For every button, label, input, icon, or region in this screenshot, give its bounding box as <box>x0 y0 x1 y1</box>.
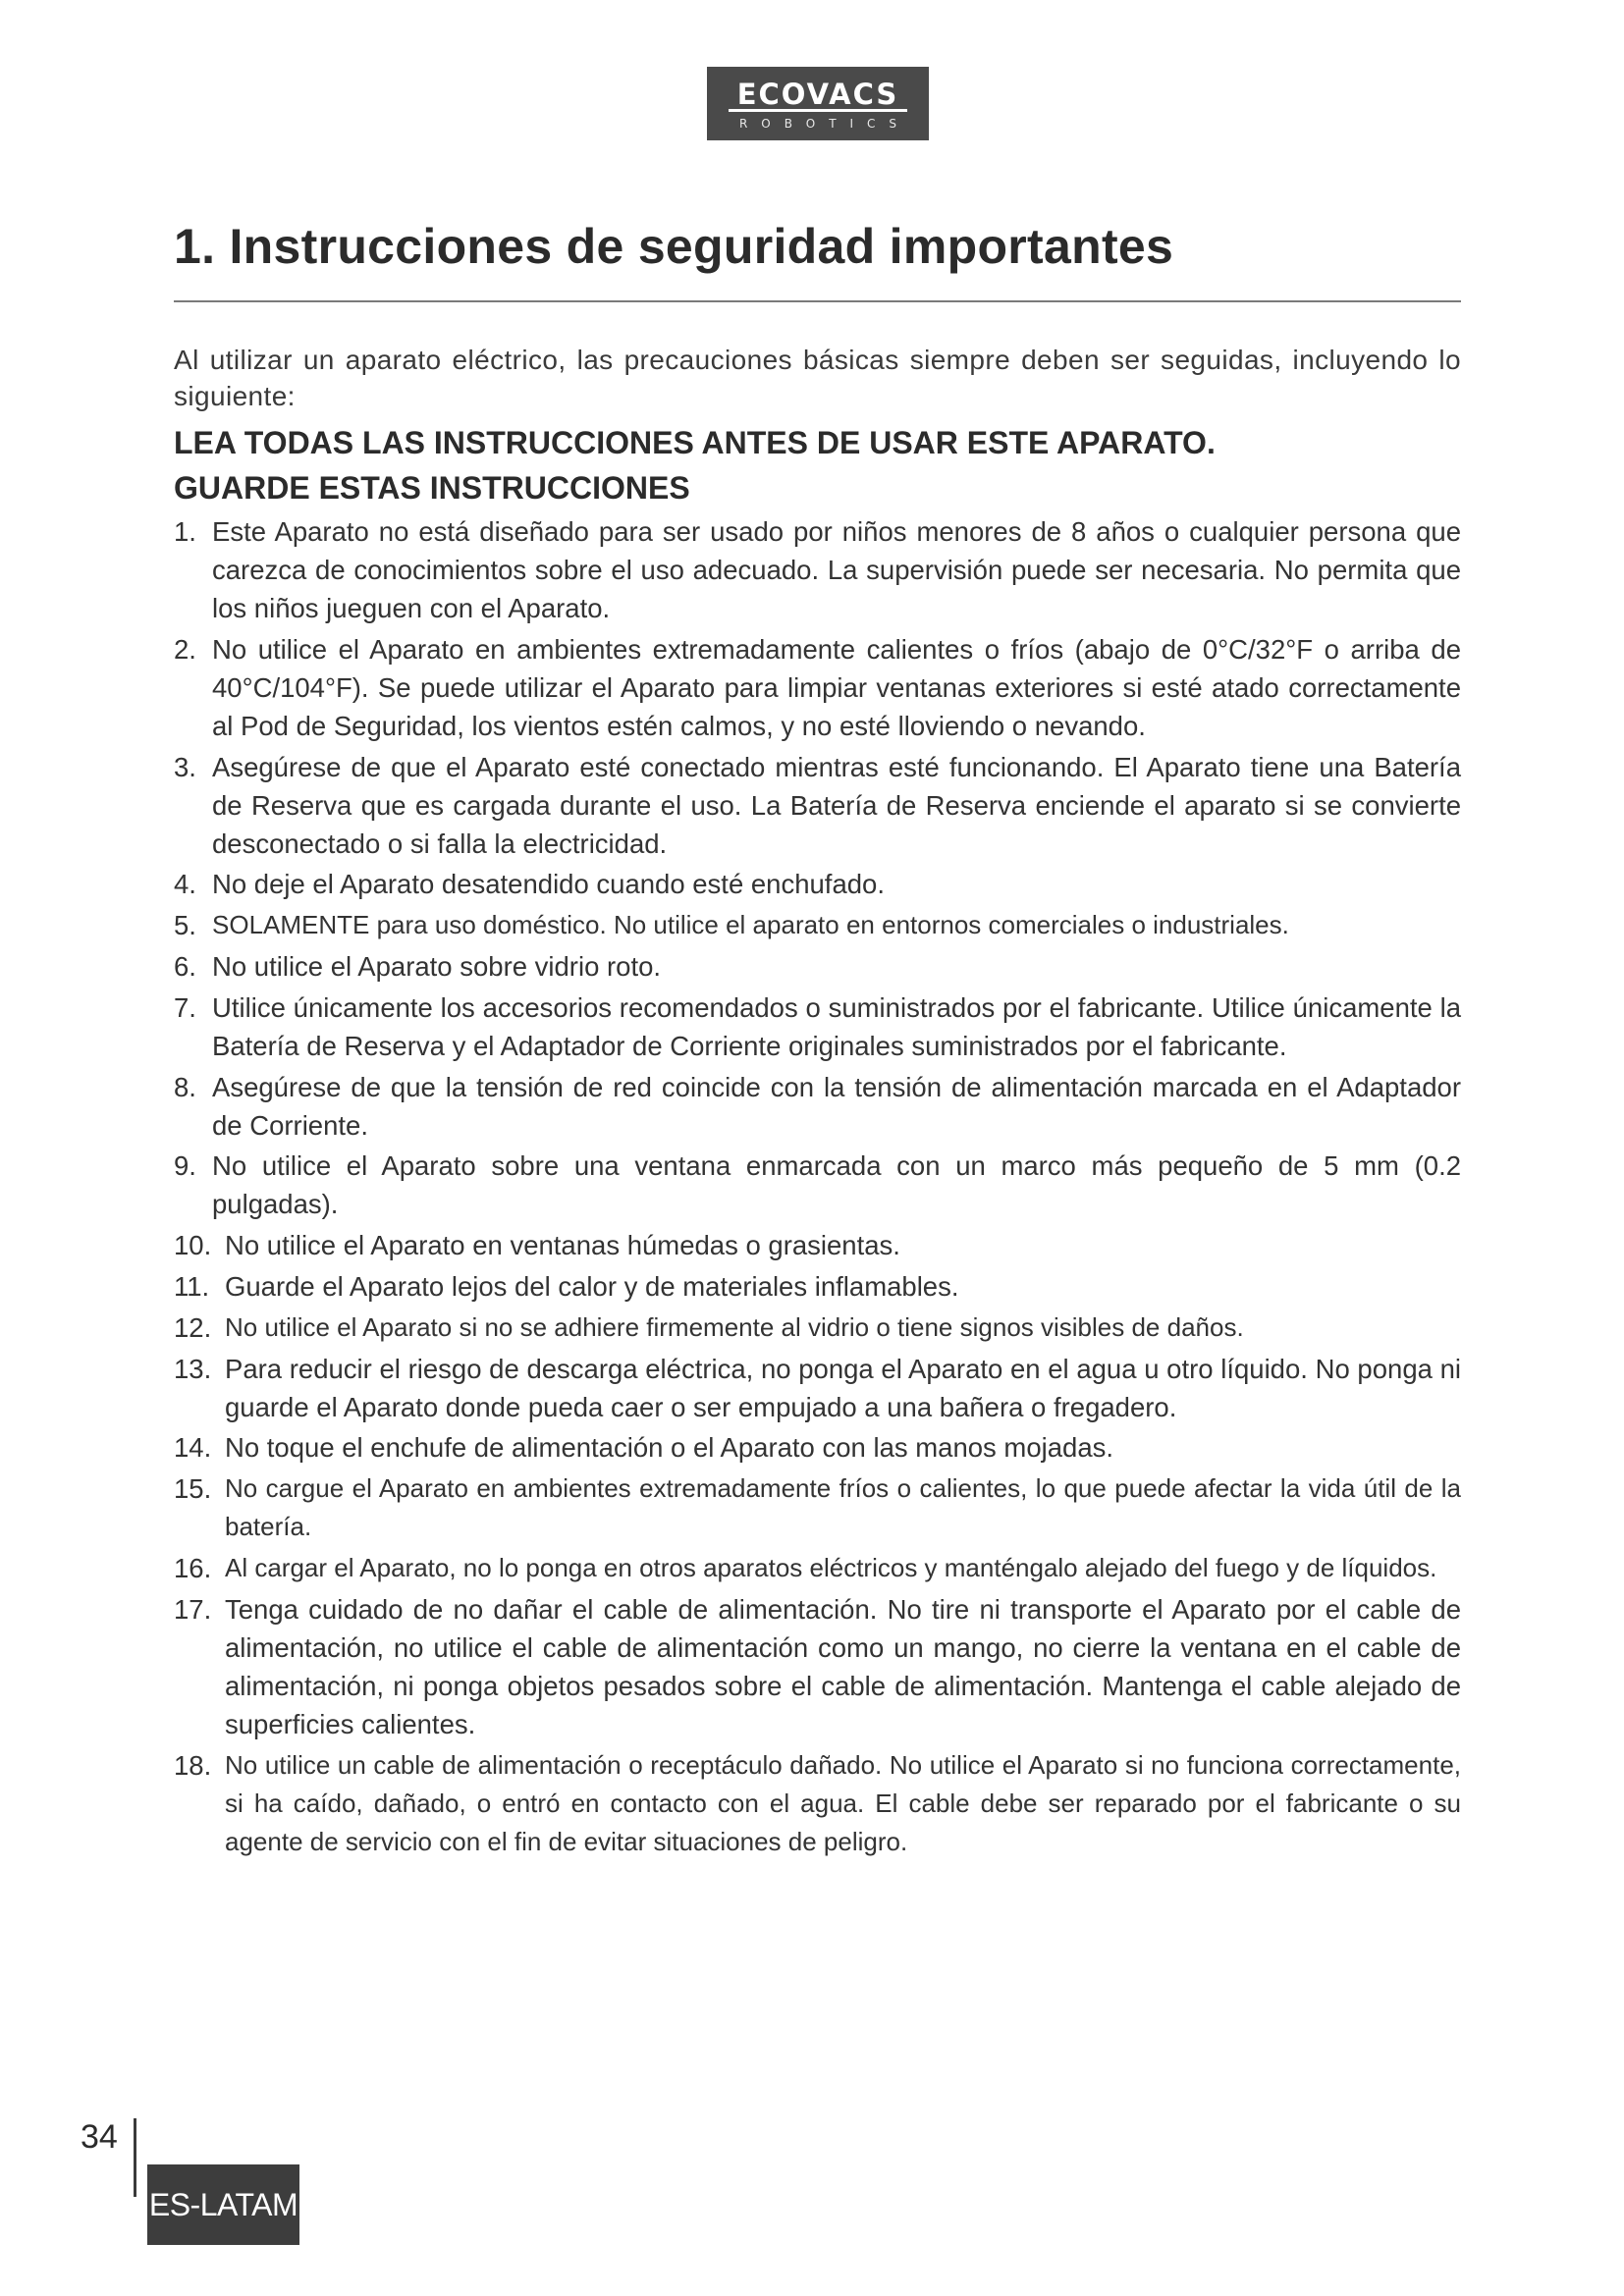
safety-content <box>174 342 1461 1863</box>
item-number: 6. <box>174 950 196 982</box>
list-item <box>174 1226 1461 1264</box>
item-text: No utilice el Aparato si no se adhiere firmemente al vidrio o tiene signos visibles de daños. <box>225 1311 1244 1342</box>
item-number: 17. <box>174 1593 212 1625</box>
item-text: No utilice el Aparato sobre vidrio roto. <box>212 950 662 982</box>
list-item <box>174 1147 1461 1223</box>
item-text: SOLAMENTE para uso doméstico. No utilice el aparato en entornos comerciales o industriales. <box>212 910 1289 940</box>
item-number: 16. <box>174 1552 212 1583</box>
list-item <box>174 865 1461 903</box>
item-number: 11. <box>174 1270 210 1302</box>
item-text: No toque el enchufe de alimentación o el Aparato con las manos mojadas. <box>225 1432 1114 1464</box>
item-text: No utilice el Aparato en ambientes extremadamente calientes o fríos (abajo de 0°C/32°F o arriba de 40°C/104°F). Se puede utilizar el Aparato para limpiar ventanas exteriores si esté atado correctamente al Pod de Seguridad, los vientos estén calmos, y no esté lloviendo o nevando. <box>212 633 1461 741</box>
list-item <box>174 630 1461 745</box>
list-item <box>174 1549 1461 1587</box>
logo-subtext: ROBOTICS <box>738 117 911 131</box>
list-item <box>174 947 1461 986</box>
section-title: 1. Instrucciones de seguridad importantes <box>174 219 1174 274</box>
item-number: 13. <box>174 1353 212 1384</box>
item-text: Al cargar el Aparato, no lo ponga en otros aparatos eléctricos y manténgalo alejado del fuego y de líquidos. <box>225 1552 1437 1582</box>
item-text: No utilice un cable de alimentación o receptáculo dañado. No utilice el Aparato si no funciona correctamente, si ha caído, dañado, o entró en contacto con el agua. El cable debe ser reparado por el fabricante o su agente de servicio con el fin de evitar situaciones de peligro. <box>225 1749 1461 1856</box>
item-text: No deje el Aparato desatendido cuando esté enchufado. <box>212 869 885 900</box>
item-number: 18. <box>174 1749 212 1781</box>
item-number: 9. <box>174 1150 196 1182</box>
item-number: 12. <box>174 1311 212 1343</box>
page-number: 34 <box>81 2118 118 2156</box>
title-divider <box>174 300 1461 302</box>
item-number: 8. <box>174 1071 196 1102</box>
item-text: Asegúrese de que la tensión de red coincide con la tensión de alimentación marcada en el Adaptador de Corriente. <box>212 1071 1461 1141</box>
save-instructions-heading: GUARDE ESTAS INSTRUCCIONES <box>174 470 690 506</box>
item-number: 10. <box>174 1230 212 1261</box>
list-item <box>174 1590 1461 1743</box>
item-text: Este Aparato no está diseñado para ser usado por niños menores de 8 años o cualquier persona que carezca de conocimientos sobre el uso adecuado. La supervisión puede ser necesaria. No permita que los niños jueguen con el Aparato. <box>212 516 1461 623</box>
item-text: No utilice el Aparato en ventanas húmedas o grasientas. <box>225 1230 900 1261</box>
list-item <box>174 1350 1461 1426</box>
list-item <box>174 1068 1461 1145</box>
item-number: 7. <box>174 991 196 1023</box>
item-text: Guarde el Aparato lejos del calor y de materiales inflamables. <box>225 1270 959 1302</box>
safety-list <box>174 512 1461 1861</box>
list-item <box>174 1746 1461 1861</box>
item-text: Para reducir el riesgo de descarga eléctrica, no ponga el Aparato en el agua u otro líquido. No ponga ni guarde el Aparato donde pueda caer o ser empujado a una bañera o fregadero. <box>225 1353 1461 1422</box>
item-number: 14. <box>174 1432 212 1464</box>
item-text: Utilice únicamente los accesorios recomendados o suministrados por el fabricante. Utilice únicamente la Batería de Reserva y el Adaptador de Corriente originales suministrados por el fabricante. <box>212 991 1461 1061</box>
item-number: 3. <box>174 751 196 782</box>
list-item <box>174 748 1461 863</box>
list-item <box>174 906 1461 944</box>
item-number: 15. <box>174 1473 212 1505</box>
intro-paragraph: Al utilizar un aparato eléctrico, las precauciones básicas siempre deben ser seguidas, incluyendo lo siguiente: <box>174 345 1461 411</box>
list-item <box>174 988 1461 1065</box>
item-number: 4. <box>174 869 196 900</box>
item-text: Asegúrese de que el Aparato esté conectado mientras esté funcionando. El Aparato tiene una Batería de Reserva que es cargada durante el uso. La Batería de Reserva enciende el aparato si se convierte desconectado o si falla la electricidad. <box>212 751 1461 859</box>
item-number: 5. <box>174 910 196 941</box>
item-number: 1. <box>174 516 196 547</box>
footer-divider <box>134 2118 136 2197</box>
item-text: No cargue el Aparato en ambientes extremadamente fríos o calientes, lo que puede afectar la vida útil de la batería. <box>225 1473 1461 1542</box>
logo-wordmark: ECOVACS <box>729 67 907 112</box>
item-text: No utilice el Aparato sobre una ventana enmarcada con un marco más pequeño de 5 mm (0.2 pulgadas). <box>212 1150 1461 1220</box>
item-number: 2. <box>174 633 196 665</box>
list-item <box>174 1308 1461 1347</box>
item-text: Tenga cuidado de no dañar el cable de alimentación. No tire ni transporte el Aparato por el cable de alimentación, no utilice el cable de alimentación como un mango, no cierre la ventana en el cable de alimentación, ni ponga objetos pesados sobre el cable de alimentación. Mantenga el cable alejado de superficies calientes. <box>225 1593 1461 1739</box>
list-item <box>174 1267 1461 1306</box>
ecovacs-logo <box>707 67 929 140</box>
read-all-heading: LEA TODAS LAS INSTRUCCIONES ANTES DE USAR ESTE APARATO. <box>174 425 1216 460</box>
language-badge: ES-LATAM <box>147 2164 299 2245</box>
list-item <box>174 1469 1461 1546</box>
list-item <box>174 512 1461 627</box>
list-item <box>174 1428 1461 1467</box>
